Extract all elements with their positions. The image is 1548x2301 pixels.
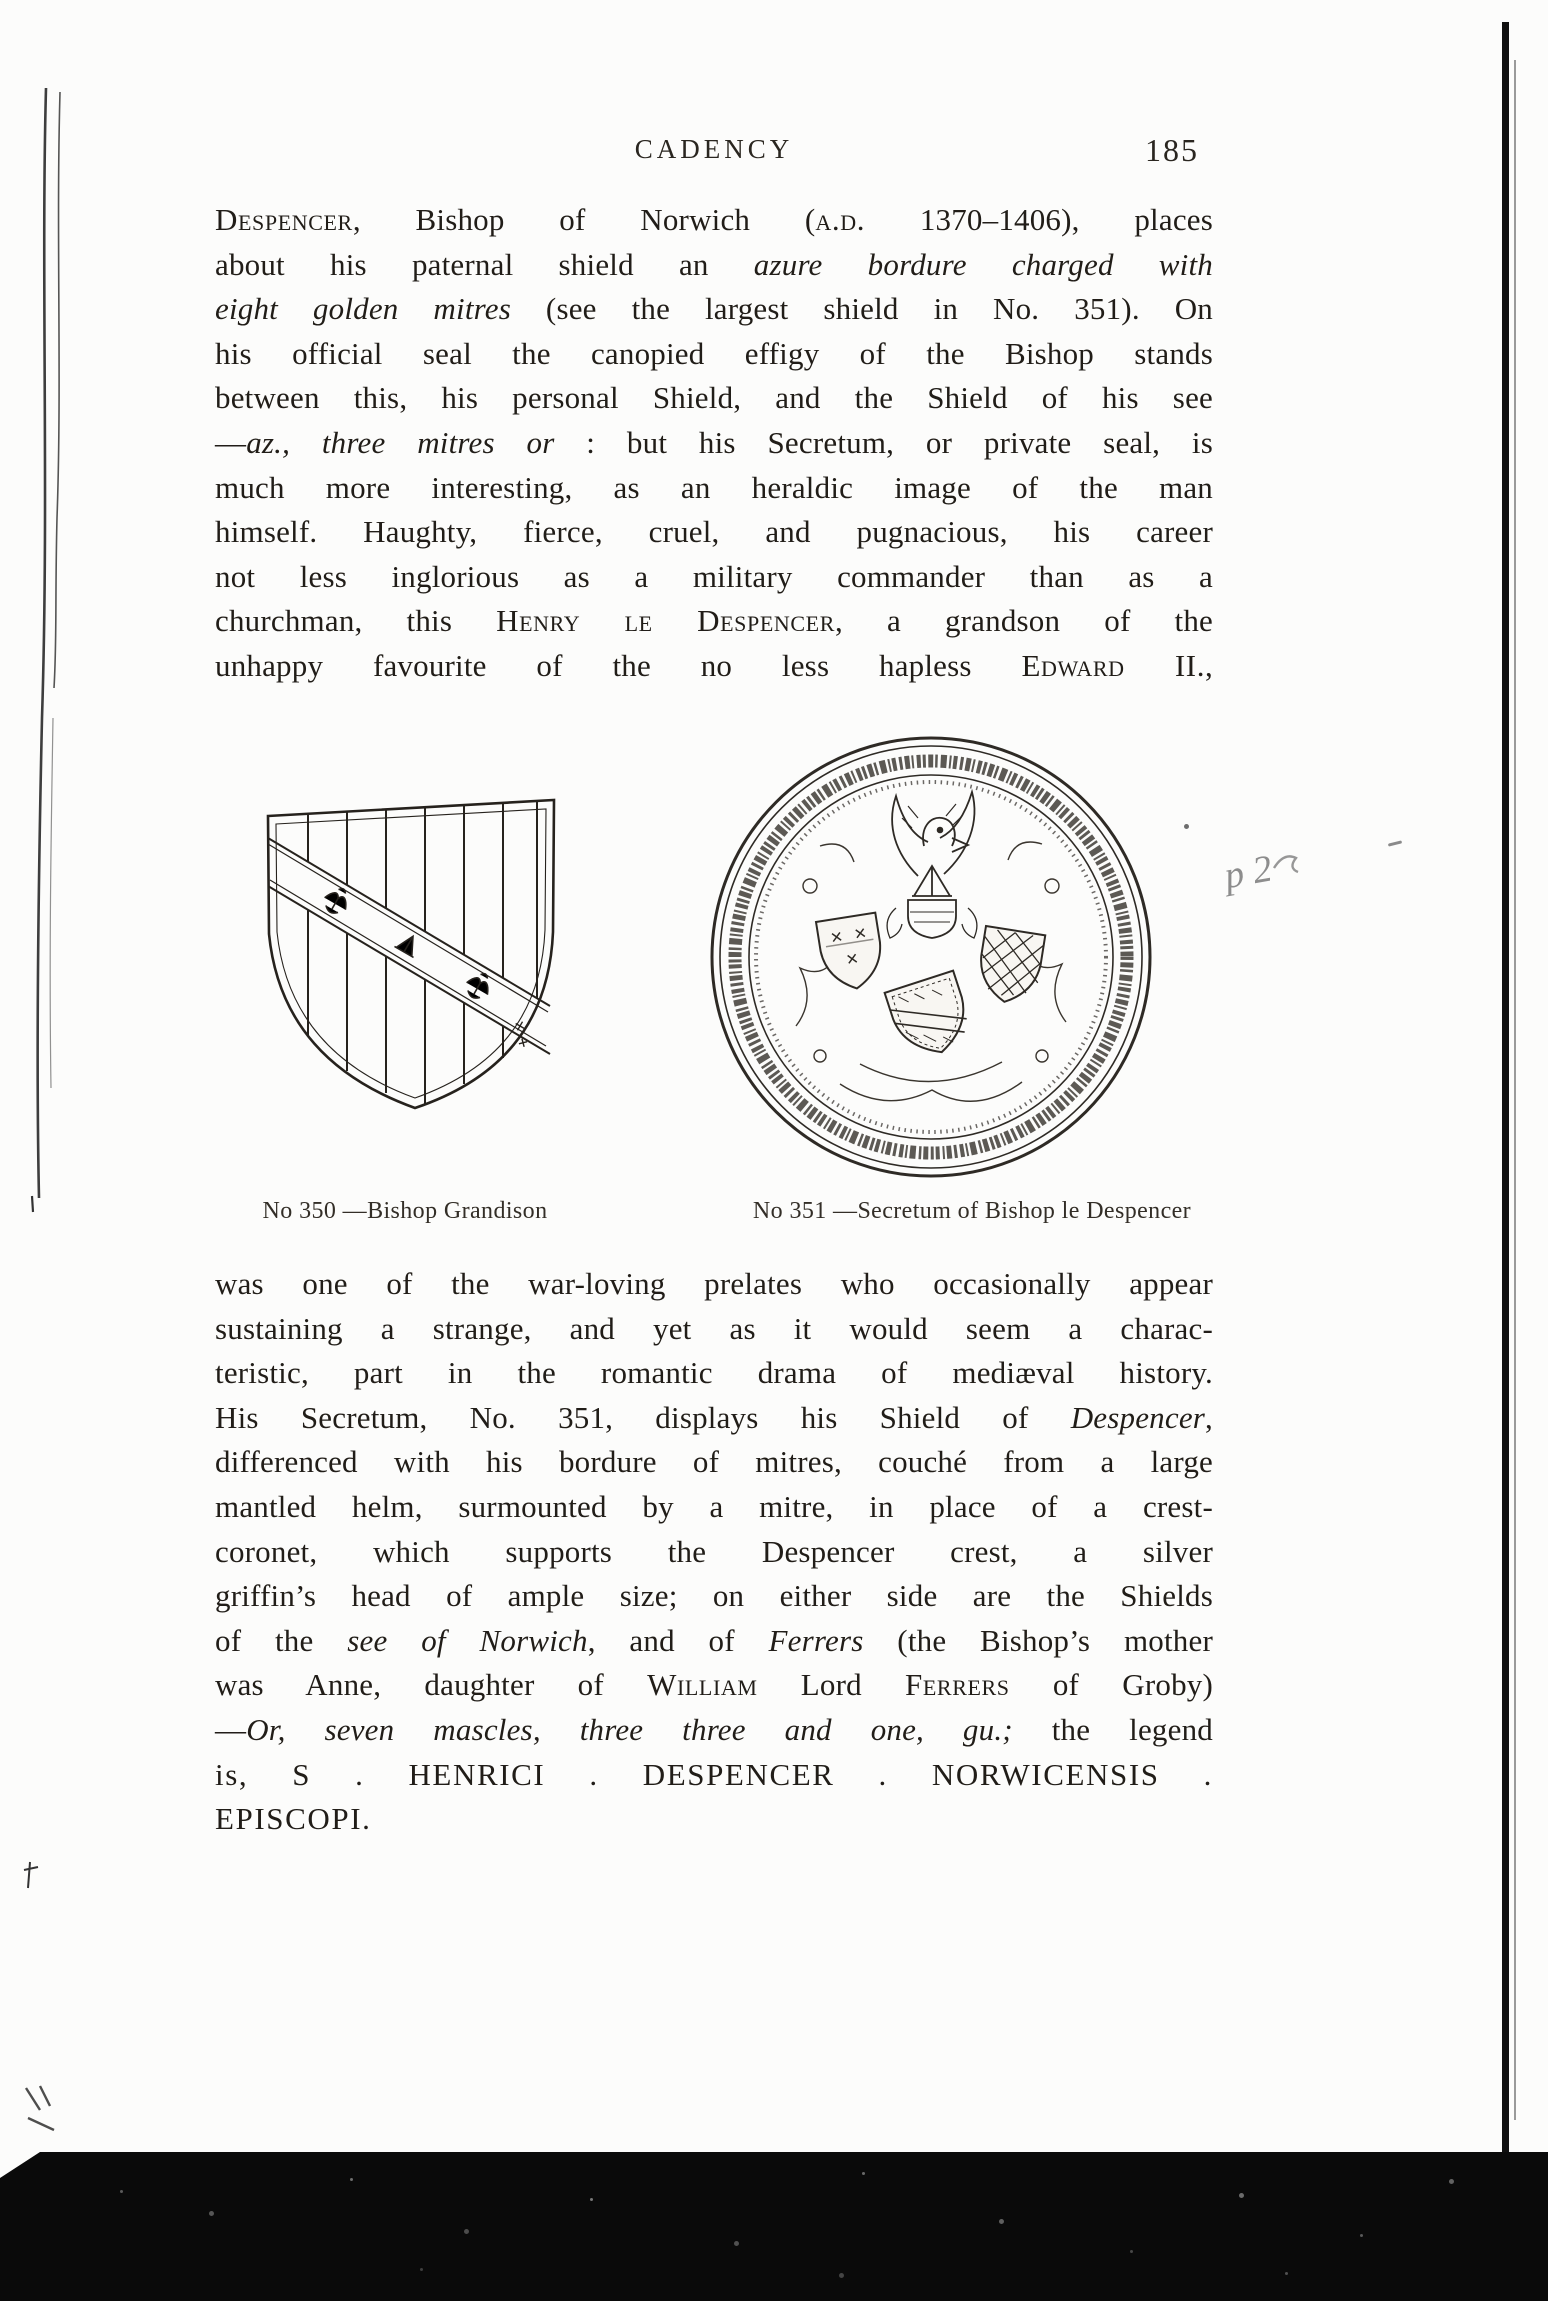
text-line: sustaining a strange, and yet as it would seem a charac- xyxy=(215,1310,1213,1346)
stray-mark xyxy=(16,1856,46,1896)
text-line: eight golden mitres (see the largest shield in No. 351). On xyxy=(215,291,1213,327)
seal-ferrers-shield xyxy=(975,926,1046,1006)
seal-norwich-shield xyxy=(816,913,887,993)
figure-caption-351: No 351 —Secretum of Bishop le Despencer xyxy=(752,1198,1192,1224)
text-line: —Or, seven mascles, three three and one, gu.; the legend xyxy=(215,1711,1213,1747)
despencer-seal-illustration xyxy=(700,726,1162,1188)
running-title: CADENCY xyxy=(634,134,794,164)
text-line: unhappy favourite of the no less hapless Edward II., xyxy=(215,647,1213,683)
scan-speckle xyxy=(1184,824,1189,829)
seal-despencer-shield xyxy=(885,971,976,1064)
text-line: his official seal the canopied effigy of the Bishop stands xyxy=(215,335,1213,371)
text-line: himself. Haughty, fierce, cruel, and pugnacious, his career xyxy=(215,514,1213,550)
page-edge-line xyxy=(1502,22,1509,2155)
text-line: EPISCOPI. xyxy=(215,1801,372,1837)
seal-griffin-crest xyxy=(892,792,974,876)
text-line: mantled helm, surmounted by a mitre, in place of a crest- xyxy=(215,1488,1213,1524)
text-line: was Anne, daughter of William Lord Ferrers of Groby) xyxy=(215,1667,1213,1703)
text-line: is, S . HENRICI . DESPENCER . NORWICENSIS . xyxy=(215,1756,1213,1792)
binding-edge-artifact xyxy=(8,78,108,1218)
stray-mark xyxy=(18,2078,78,2138)
text-line: not less inglorious as a military commander than as a xyxy=(215,558,1213,594)
seal-mitre xyxy=(912,866,952,896)
scan-bar-speckles xyxy=(120,2190,123,2193)
scan-bar-notch xyxy=(0,2152,40,2178)
paragraph-2 xyxy=(215,1262,1213,1842)
page-header xyxy=(215,134,1213,174)
seal-beaded-ring xyxy=(756,782,1106,1132)
text-line: much more interesting, as an heraldic image of the man xyxy=(215,469,1213,505)
page-edge-shadow xyxy=(1514,60,1516,2120)
pencil-flourish-mark xyxy=(1268,838,1338,878)
shield-bend xyxy=(268,838,550,1054)
text-line: —az., three mitres or : but his Secretum, or private seal, is xyxy=(215,424,1213,460)
scan-black-bar xyxy=(0,2152,1548,2301)
seal-helm xyxy=(887,900,977,938)
text-line: was one of the war-loving prelates who occasionally appear xyxy=(215,1266,1213,1301)
text-line: churchman, this Henry le Despencer, a grandson of the xyxy=(215,603,1213,639)
text-line: about his paternal shield an azure bordure charged with xyxy=(215,246,1214,282)
text-line: griffin’s head of ample size; on either side are the Shields xyxy=(215,1578,1213,1614)
figure-caption-350: No 350 —Bishop Grandison xyxy=(262,1198,548,1224)
page-number: 185 xyxy=(1145,132,1199,168)
text-line: coronet, which supports the Despencer crest, a silver xyxy=(215,1533,1213,1569)
handwritten-pencil-note: p 2 xyxy=(1221,847,1276,898)
seal-outer-ring xyxy=(712,738,1150,1176)
scan-speckle xyxy=(1388,840,1402,846)
text-line: between this, his personal Shield, and the Shield of his see xyxy=(215,380,1213,416)
grandison-shield-illustration xyxy=(252,786,570,1116)
paragraph-1 xyxy=(215,198,1213,689)
text-line: differenced with his bordure of mitres, couché from a large xyxy=(215,1444,1213,1480)
text-line: of the see of Norwich, and of Ferrers (the Bishop’s mother xyxy=(215,1622,1213,1658)
text-line: His Secretum, No. 351, displays his Shield of Despencer, xyxy=(215,1399,1213,1435)
text-line: Despencer, Bishop of Norwich (a.d. 1370–1406), places xyxy=(215,202,1214,237)
text-line: teristic, part in the romantic drama of mediæval history. xyxy=(215,1355,1213,1391)
